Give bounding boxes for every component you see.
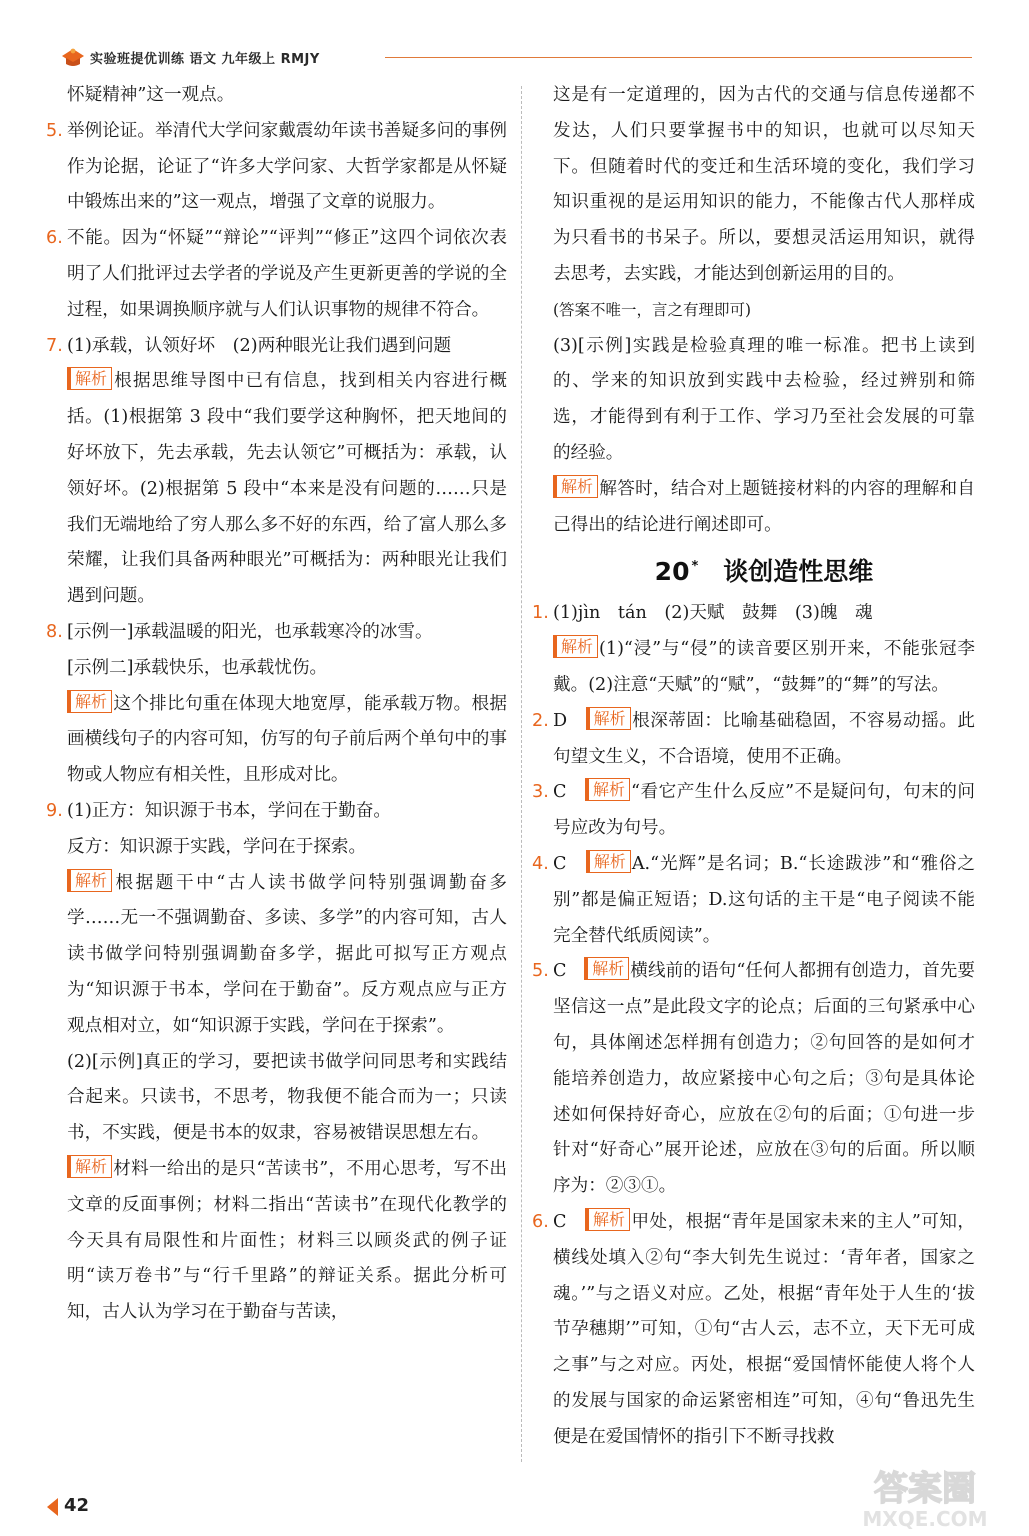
analysis-tag: 解析 — [584, 957, 629, 980]
right-top-block — [553, 78, 975, 543]
answer-paragraph — [532, 1205, 975, 1456]
analysis-tag: 解析 — [67, 869, 112, 892]
answer-paragraph — [67, 364, 507, 615]
question-number: 5. — [46, 120, 63, 141]
lesson-star: * — [691, 559, 699, 575]
watermark-logo-icon — [830, 1462, 1020, 1532]
section-heading — [553, 543, 975, 596]
question-number: 9. — [46, 800, 63, 821]
answer-text: (1)承载，认领好坏 (2)两种眼光让我们遇到问题 — [67, 335, 452, 356]
answer-paragraph — [67, 866, 507, 1045]
answer-text: 解答时，结合对上题链接材料的内容的理解和自己得出的结论进行阐述即可。 — [553, 478, 975, 535]
answer-text: 这是有一定道理的，因为古代的交通与信息传递都不发达，人们只要掌握书中的知识，也就可以尽知天下。但随着时代的变迁和生活环境的变化，我们学习知识重视的是运用知识的能力，不能像古代人那样成为只看书的书呆子。所以，要想灵活运用知识，就得去思考，去实践，才能达到创新运用的目的。 — [553, 85, 975, 284]
answer-paragraph — [553, 293, 975, 329]
answer-paragraph — [532, 775, 975, 847]
book-logo-icon — [60, 45, 86, 71]
answer-paragraph — [46, 615, 507, 651]
left-column — [46, 78, 507, 1331]
analysis-tag: 解析 — [586, 707, 631, 730]
column-divider — [521, 86, 522, 1462]
header-title: 实验班提优训练 语文 九年级上 RMJY — [90, 52, 320, 67]
answer-text: 怀疑精神”这一观点。 — [67, 85, 235, 105]
analysis-tag: 解析 — [585, 1208, 630, 1231]
analysis-tag: 解析 — [67, 690, 112, 713]
answer-text: (答案不唯一，言之有理即可) — [553, 300, 752, 319]
watermark-line2: MXQE.COM — [862, 1507, 988, 1531]
answer-paragraph — [67, 1152, 507, 1331]
answer-text: (3)[示例]实践是检验真理的唯一标准。把书上读到的、学来的知识放到实践中去检验，经过辨别和筛选，才能得到有利于工作、学习乃至社会发展的可靠的经验。 — [553, 335, 975, 463]
answer-choice: C — [553, 1211, 585, 1232]
analysis-tag: 解析 — [67, 1155, 112, 1178]
answer-choice: C — [553, 961, 585, 982]
answer-paragraph — [532, 704, 975, 776]
page-number-badge — [44, 1492, 102, 1522]
answer-paragraph — [67, 1045, 507, 1152]
lesson-title: 谈创造性思维 — [723, 557, 874, 587]
answer-paragraph — [553, 472, 975, 544]
analysis-tag: 解析 — [67, 367, 112, 390]
answer-text: (2)[示例]真正的学习，要把读书做学问同思考和实践结合起来。只读书，不思考，物我便不能合而为一；只读书，不实践，便是书本的奴隶，容易被错误思想左右。 — [67, 1051, 507, 1144]
answer-choice: C — [553, 782, 586, 803]
watermark-line1: 答案圈 — [874, 1469, 976, 1509]
answer-text: 这个排比句重在体现大地宽厚，能承载万物。根据画横线句子的内容可知，仿写的句子前后两个单句中的事物或人物应有相关性，且形成对比。 — [67, 693, 507, 786]
right-column — [532, 78, 976, 1455]
answer-choice: C — [553, 853, 586, 874]
answer-paragraph — [532, 596, 975, 632]
answer-text: (1)jìn tán (2)天赋 鼓舞 (3)魄 魂 — [553, 603, 873, 624]
question-number: 6. — [532, 1211, 549, 1232]
answer-text: 材料一给出的是只“苦读书”，不用心思考，写不出文章的反面事例；材料二指出“苦读书”在现代化教学的今天具有局限性和片面性；材料三以顾炎武的例子证明“读万卷书”与“行千里路”的辩证关系。据此分析可知，古人认为学习在于勤奋与苦读， — [67, 1158, 507, 1323]
answer-text: A.“光辉”是名词；B.“长途跋涉”和“雅俗之别”都是偏正短语；D.这句话的主干是“电子阅读不能完全替代纸质阅读”。 — [553, 853, 975, 946]
answer-text: 横线前的语句“任何人都拥有创造力，首先要坚信这一点”是此段文字的论点；后面的三句紧承中心句，具体阐述怎样拥有创造力；②句回答的是如何才能培养创造力，故应紧接中心句之后；③句是具体论述如何保持好奇心，应放在②句的后面；①句进一步针对“好奇心”展开论述，应放在③句的后面。所以顺序为：②③①。 — [553, 961, 976, 1197]
question-number: 3. — [532, 782, 549, 803]
analysis-tag: 解析 — [553, 635, 598, 658]
analysis-tag: 解析 — [585, 778, 630, 801]
answer-choice: D — [553, 710, 586, 731]
analysis-tag: 解析 — [553, 475, 598, 498]
right-bottom-block — [532, 596, 976, 1455]
answer-paragraph — [46, 794, 507, 830]
running-header — [60, 43, 972, 73]
answer-paragraph — [67, 687, 507, 794]
analysis-tag: 解析 — [586, 850, 631, 873]
answer-paragraph — [46, 221, 507, 328]
answer-text: 反方：知识源于实践，学问在于探索。 — [67, 836, 367, 857]
question-number: 1. — [532, 603, 549, 624]
answer-text: (1)“浸”与“侵”的读音要区别开来，不能张冠李戴。(2)注意“天赋”的“赋”，“鼓舞”的“舞”的写法。 — [553, 639, 975, 695]
lesson-number: 20 — [654, 557, 690, 587]
question-number: 2. — [532, 710, 549, 731]
question-number: 6. — [46, 228, 63, 249]
answer-text: [示例二]承载快乐，也承载忧伤。 — [67, 657, 328, 678]
question-number: 7. — [46, 335, 63, 356]
answer-paragraph — [553, 632, 975, 704]
answer-paragraph — [67, 651, 507, 687]
answer-text: 不能。因为“怀疑”“辩论”“评判”“修正”这四个词依次表明了人们批评过去学者的学说及产生更新更善的学说的全过程，如果调换顺序就与人们认识事物的规律不符合。 — [67, 228, 507, 320]
answer-paragraph — [46, 114, 507, 221]
answer-paragraph — [553, 78, 975, 293]
answer-text: 根据题干中“古人读书做学问特别强调勤奋多学……无一不强调勤奋、多读、多学”的内容可知，古人读书做学问特别强调勤奋多学，据此可拟写正方观点为“知识源于书本，学问在于勤奋”。反方观点应与正方观点相对立，如“知识源于实践，学问在于探索”。 — [67, 872, 507, 1036]
page-number: 42 — [64, 1495, 90, 1516]
answer-paragraph — [532, 954, 976, 1205]
answer-paragraph — [67, 78, 507, 114]
answer-text: 根深蒂固：比喻基础稳固，不容易动摇。此句望文生义，不合语境，使用不正确。 — [553, 710, 975, 767]
answer-paragraph — [67, 830, 507, 866]
question-number: 5. — [532, 961, 549, 982]
answer-text: 甲处，根据“青年是国家未来的主人”可知，横线处填入②句“李大钊先生说过：‘青年者，国家之魂。’”与之语义对应。乙处，根据“青年处于人生的‘拔节孕穗期’”可知，①句“古人云，志不立，天下无可成之事”与之对应。丙处，根据“爱国情怀能使人将个人的发展与国家的命运紧密相连”可知，④句“鲁迅先生便是在爱国情怀的指引下不断寻找救 — [553, 1211, 975, 1447]
answer-paragraph — [532, 847, 975, 954]
header-rule — [385, 57, 972, 58]
question-number: 4. — [532, 853, 549, 874]
answer-text: 举例论证。举清代大学问家戴震幼年读书善疑多问的事例作为论据，论证了“许多大学问家、大哲学家都是从怀疑中锻炼出来的”这一观点，增强了文章的说服力。 — [67, 120, 507, 213]
page-arrow-icon — [44, 1492, 64, 1522]
question-number: 8. — [46, 621, 63, 642]
answer-text: 根据思维导图中已有信息，找到相关内容进行概括。(1)根据第 3 段中“我们要学这种胸怀，把天地间的好坏放下，先去承载，先去认领它”可概括为：承载，认领好坏。(2)根据第 5 段中“本来是没有问题的……只是我们无端地给了穷人那么多不好的东西，给了富人那么多荣耀，让我们具备两种眼光”可概括为：两种眼光让我们遇到问题。 — [67, 371, 507, 607]
answer-paragraph — [46, 329, 507, 365]
answer-text: [示例一]承载温暖的阳光，也承载寒冷的冰雪。 — [67, 621, 433, 642]
answer-text: (1)正方：知识源于书本，学问在于勤奋。 — [67, 800, 392, 821]
answer-paragraph — [553, 329, 975, 472]
answer-text: “看它产生什么反应”不是疑问句，句末的问号应改为句号。 — [553, 782, 975, 839]
